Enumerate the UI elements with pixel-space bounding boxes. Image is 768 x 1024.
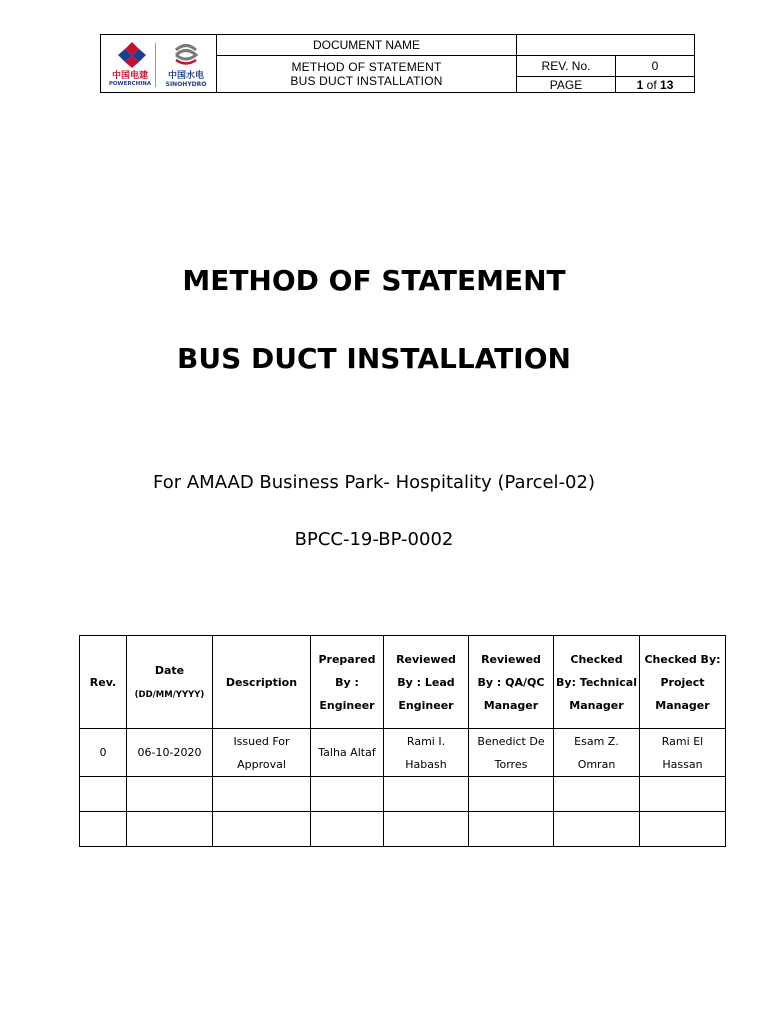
page-of: of — [646, 77, 657, 92]
cell-reviewed-lead — [384, 729, 469, 777]
document-title-line1: METHOD OF STATEMENT — [291, 60, 442, 74]
cell-reviewed-qa — [469, 729, 554, 777]
cell-checked-tech — [554, 729, 640, 777]
col-prepared-line2: By : — [335, 675, 359, 689]
cell-reviewed-qa-line1: Benedict De — [477, 734, 545, 748]
revision-table — [79, 635, 726, 847]
cell-checked-pm — [640, 729, 726, 777]
project-name: For AMAAD Business Park- Hospitality (Parcel-02) — [153, 472, 595, 493]
revision-header-row — [80, 636, 726, 729]
page-total: 13 — [660, 77, 674, 92]
col-reviewed-lead-line2: By : Lead — [397, 675, 455, 689]
col-reviewed-qa-line2: By : QA/QC — [477, 675, 545, 689]
col-reviewed-qa-line3: Manager — [483, 698, 539, 712]
rev-no-value: 0 — [616, 56, 695, 77]
col-date-format: (DD/MM/YYYY) — [134, 690, 205, 700]
cell-description — [213, 729, 311, 777]
document-name-label: DOCUMENT NAME — [217, 35, 517, 56]
main-subtitle: BUS DUCT INSTALLATION — [177, 342, 571, 375]
col-reviewed-qa-line1: Reviewed — [481, 652, 541, 666]
cell-checked-tech-line1: Esam Z. — [574, 734, 619, 748]
rev-no-label: REV. No. — [517, 56, 616, 77]
cell-checked-pm-line2: Hassan — [662, 757, 703, 771]
sinohydro-cn-text: 中国水电 — [167, 71, 204, 81]
col-reviewed-lead-line3: Engineer — [398, 698, 454, 712]
col-checked-pm-line3: Manager — [655, 698, 710, 712]
table-row — [80, 729, 726, 777]
page-label: PAGE — [517, 77, 616, 93]
col-prepared — [311, 636, 384, 729]
cell-reviewed-lead-line2: Habash — [405, 757, 447, 771]
sinohydro-logo-icon — [173, 41, 199, 67]
table-row — [80, 777, 726, 812]
header-empty-cell — [517, 35, 695, 56]
col-reviewed-lead-line1: Reviewed — [396, 652, 456, 666]
cell-checked-pm-line1: Rami El — [661, 734, 704, 748]
document-code: BPCC-19-BP-0002 — [294, 529, 454, 550]
col-checked-pm — [640, 636, 726, 729]
cell-prepared: Talha Altaf — [311, 729, 384, 777]
table-row — [80, 812, 726, 847]
col-checked-pm-line1: Checked By: — [644, 652, 721, 666]
col-rev: Rev. — [80, 636, 127, 729]
col-checked-pm-line2: Project — [660, 675, 705, 689]
powerchina-logo-icon — [117, 41, 147, 69]
col-reviewed-lead — [384, 636, 469, 729]
col-checked-tech — [554, 636, 640, 729]
sinohydro-en-text: SINOHYDRO — [165, 81, 207, 88]
cell-description-line1: Issued For — [233, 734, 290, 748]
document-title-cell — [217, 56, 517, 93]
col-prepared-line1: Prepared — [318, 652, 376, 666]
col-date-label: Date — [154, 664, 185, 677]
col-prepared-line3: Engineer — [319, 698, 375, 712]
cell-reviewed-qa-line2: Torres — [494, 757, 528, 771]
col-checked-tech-line2: By: Technical — [556, 675, 637, 689]
col-checked-tech-line3: Manager — [569, 698, 624, 712]
document-header — [100, 34, 695, 93]
page-number — [616, 77, 695, 93]
powerchina-en-text: POWERCHINA — [108, 81, 152, 87]
document-title-line2: BUS DUCT INSTALLATION — [290, 74, 443, 88]
cell-description-line2: Approval — [237, 757, 286, 771]
logo-divider — [155, 43, 156, 87]
col-date — [127, 636, 213, 729]
powerchina-cn-text: 中国电建 — [111, 71, 148, 81]
cell-checked-tech-line2: Omran — [577, 757, 616, 771]
main-title: METHOD OF STATEMENT — [182, 264, 566, 297]
cell-rev: 0 — [80, 729, 127, 777]
col-checked-tech-line1: Checked — [570, 652, 623, 666]
company-logo — [101, 35, 215, 92]
cell-reviewed-lead-line1: Rami I. — [406, 734, 446, 748]
col-description: Description — [213, 636, 311, 729]
cell-date: 06-10-2020 — [127, 729, 213, 777]
col-reviewed-qa — [469, 636, 554, 729]
page-current: 1 — [636, 77, 644, 92]
company-logo-cell — [101, 35, 217, 93]
